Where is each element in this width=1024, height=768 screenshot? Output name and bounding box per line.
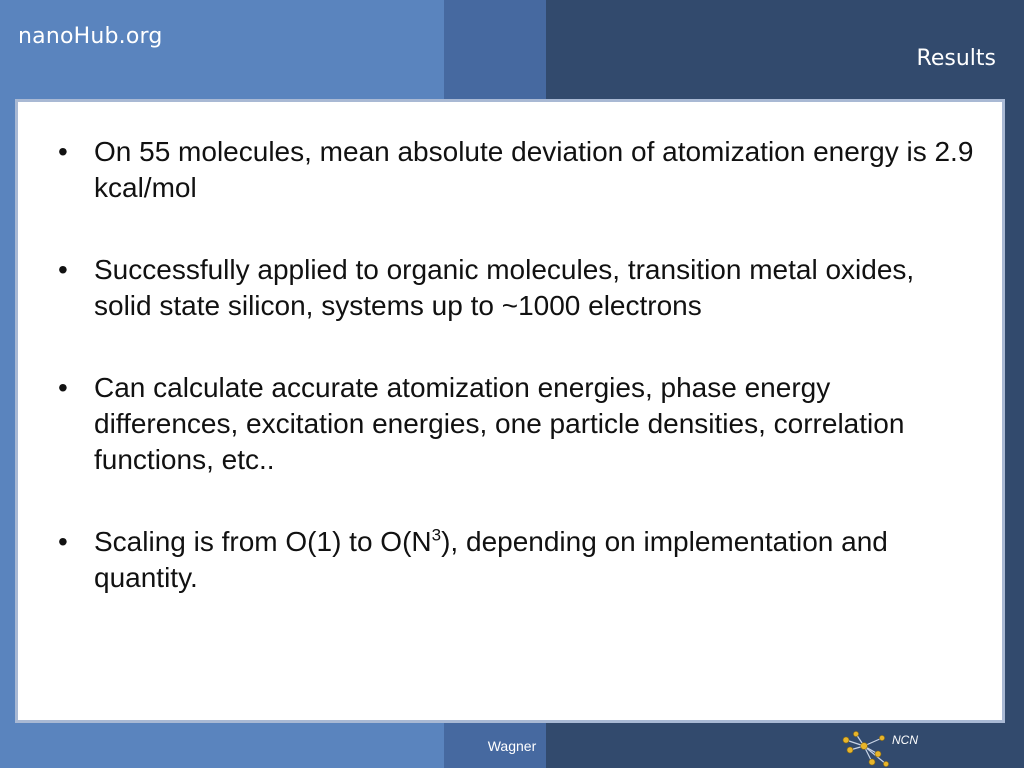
bullet-marker: •	[58, 526, 68, 557]
bullet-item	[54, 370, 974, 478]
ncn-network-logo-icon	[838, 726, 894, 768]
bullet-marker: •	[58, 136, 68, 167]
bullet-list	[54, 134, 974, 642]
slide-title: Results	[916, 46, 996, 71]
bullet-text: On 55 molecules, mean absolute deviation of atomization energy is 2.9 kcal/mol	[94, 136, 974, 203]
bullet-text: Successfully applied to organic molecules, transition metal oxides, solid state silicon, systems up to ~1000 electrons	[94, 254, 915, 321]
ncn-label: NCN	[892, 733, 918, 747]
bullet-item	[54, 134, 974, 206]
bullet-marker: •	[58, 372, 68, 403]
bullet-marker: •	[58, 254, 68, 285]
content-panel	[15, 99, 1005, 723]
bullet-text-end: ), depending on implementation and quantity.	[94, 526, 888, 593]
bullet-text-start: Scaling is from O(1) to O(N	[94, 526, 432, 557]
nanohub-logo-text: nanoHub.org	[18, 24, 163, 49]
superscript-exponent: 3	[431, 525, 442, 545]
bullet-item	[54, 252, 974, 324]
bullet-text: Can calculate accurate atomization energies, phase energy differences, excitation energies, one particle densities, correlation functions, etc..	[94, 372, 905, 475]
bullet-item	[54, 524, 974, 596]
footer-author: Wagner	[487, 738, 537, 754]
